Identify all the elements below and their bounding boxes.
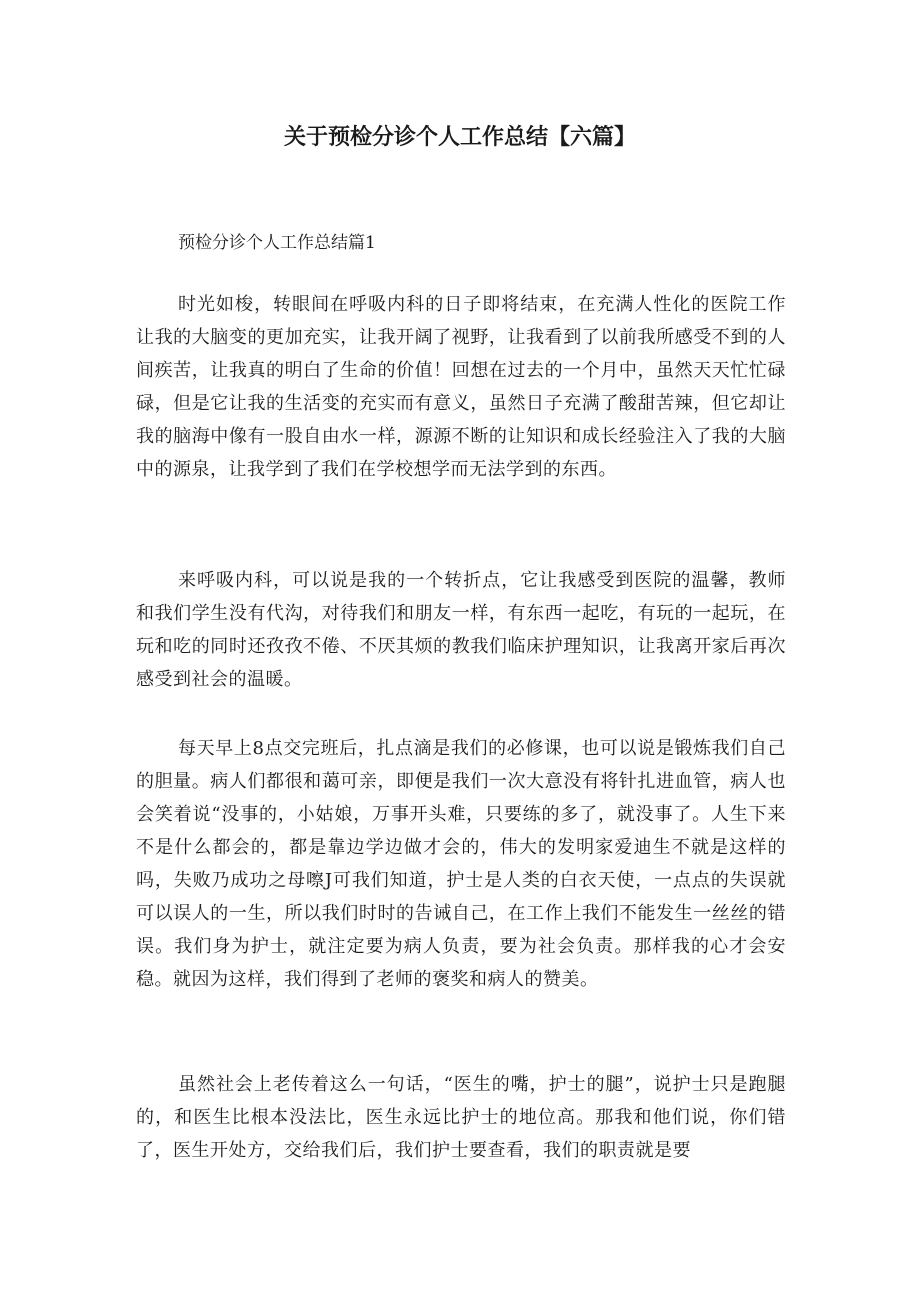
- paragraph-3: 每天早上8点交完班后，扎点滴是我们的必修课，也可以说是锻炼我们自己的胆量。病人们都很和蔼可亲，即便是我们一次大意没有将针扎进血管，病人也会笑着说“没事的，小姑娘，万事开头难，只要练的多了，就没事了。人生下来不是什么都会的，都是靠边学边做才会的，伟大的发明家爱迪生不就是这样的吗，失败乃成功之母嚓J可我们知道，护士是人类的白衣天使，一点点的失误就可以误人的一生，所以我们时时的告诫自己，在工作上我们不能发生一丝丝的错误。我们身为护士，就注定要为病人负责，要为社会负责。那样我的心才会安稳。就因为这样，我们得到了老师的褒奖和病人的赞美。: [136, 738, 786, 990]
- document-title: 关于预检分诊个人工作总结【六篇】: [283, 125, 636, 150]
- paragraph-1: 时光如梭，转眼间在呼吸内科的日子即将结束，在充满人性化的医院工作让我的大脑变的更加充实，让我开阔了视野，让我看到了以前我所感受不到的人间疾苦，让我真的明白了生命的价值！回想在过去的一个月中，虽然天天忙忙碌碌，但是它让我的生活变的充实而有意义，虽然日子充满了酸甜苦辣，但它却让我的脑海中像有一股自由水一样，源源不断的让知识和成长经验注入了我的大脑中的源泉，让我学到了我们在学校想学而无法学到的东西。: [136, 294, 786, 480]
- paragraph-2: 来呼吸内科，可以说是我的一个转折点，它让我感受到医院的温馨，教师和我们学生没有代沟，对待我们和朋友一样，有东西一起吃，有玩的一起玩，在玩和吃的同时还孜孜不倦、不厌其烦的教我们临床护理知识，让我离开家后再次感受到社会的温暖。: [136, 570, 786, 690]
- section-heading: 预检分诊个人工作总结篇1: [178, 233, 376, 253]
- paragraph-4: 虽然社会上老传着这么一句话，“医生的嘴，护士的腿”，说护士只是跑腿的，和医生比根本没法比，医生永远比护士的地位高。那我和他们说，你们错了，医生开处方，交给我们后，我们护士要查看，我们的职责就是要: [136, 1074, 786, 1161]
